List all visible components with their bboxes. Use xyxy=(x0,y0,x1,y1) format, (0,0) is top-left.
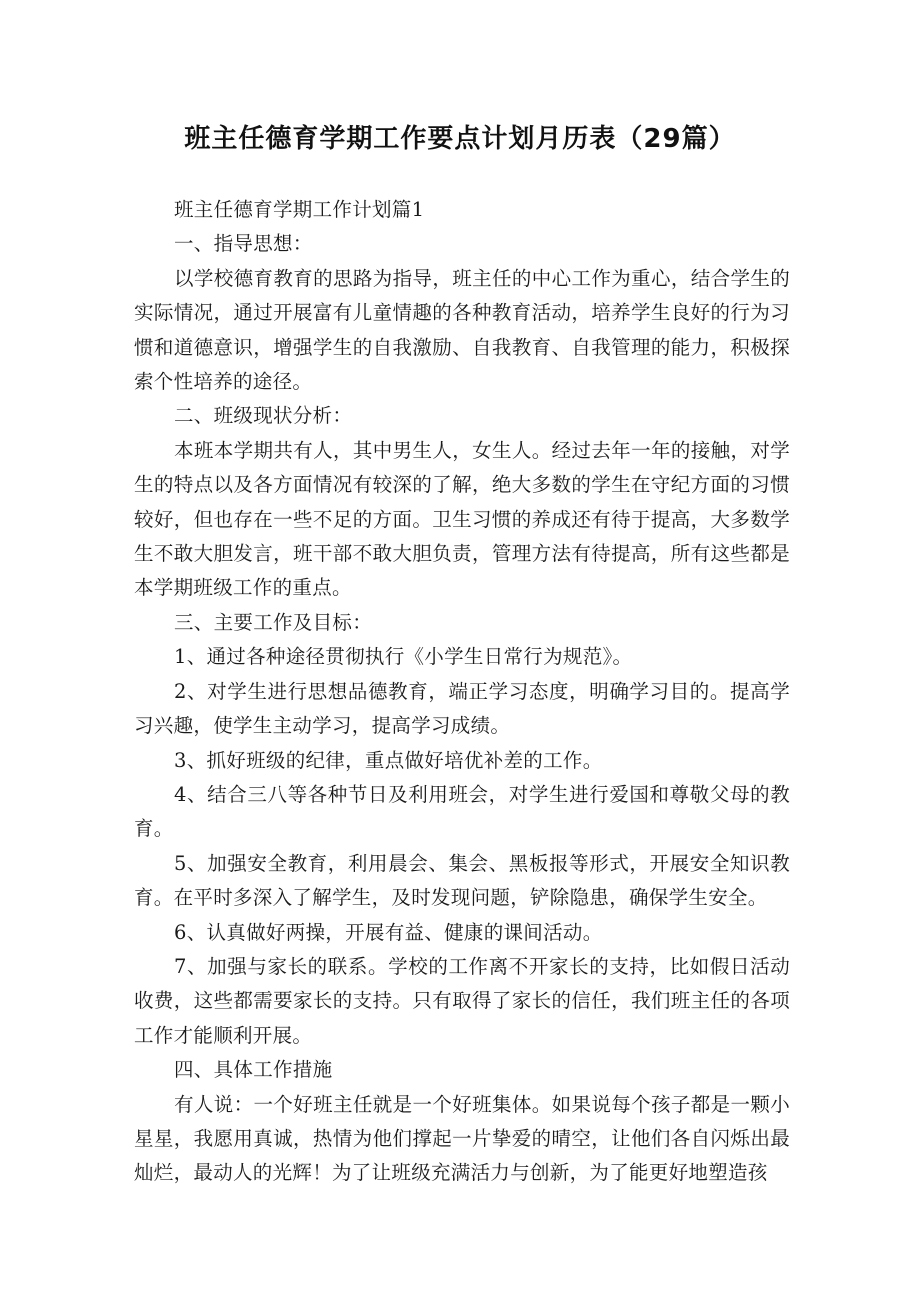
goal-item: 4、结合三八等各种节日及利用班会，对学生进行爱国和尊敬父母的教育。 xyxy=(134,782,790,841)
goal-item: 5、加强安全教育，利用晨会、集会、黑板报等形式，开展安全知识教育。在平时多深入了解学生，及时发现问题，铲除隐患，确保学生安全。 xyxy=(134,851,790,910)
goal-item: 6、认真做好两操，开展有益、健康的课间活动。 xyxy=(174,920,603,944)
subheading-class-analysis: 二、班级现状分析： xyxy=(174,404,353,428)
paragraph-guiding-ideology: 以学校德育教育的思路为指导，班主任的中心工作为重心，结合学生的实际情况，通过开展富有儿童情趣的各种教育活动，培养学生良好的行为习惯和道德意识，增强学生的自我激励、自我教育、自我管理的能力，积极探索个性培养的途径。 xyxy=(134,266,790,394)
paragraph-class-analysis: 本班本学期共有人，其中男生人，女生人。经过去年一年的接触，对学生的特点以及各方面情况有较深的了解，绝大多数的学生在守纪方面的习惯较好，但也存在一些不足的方面。卫生习惯的养成还有待于提高，大多数学生不敢大胆发言，班干部不敢大胆负责，管理方法有待提高，所有这些都是本学期班级工作的重点。 xyxy=(134,438,790,600)
subheading-guiding-ideology: 一、指导思想： xyxy=(174,232,313,256)
goal-item: 3、抓好班级的纪律，重点做好培优补差的工作。 xyxy=(174,748,603,772)
subheading-main-goals: 三、主要工作及目标： xyxy=(174,610,373,634)
subheading-measures: 四、具体工作措施 xyxy=(174,1058,333,1082)
goal-item: 1、通过各种途径贯彻执行《小学生日常行为规范》。 xyxy=(174,645,633,669)
goal-item: 7、加强与家长的联系。学校的工作离不开家长的支持，比如假日活动收费，这些都需要家长的支持。只有取得了家长的信任，我们班主任的各项工作才能顺利开展。 xyxy=(134,954,790,1047)
paragraph-measures: 有人说：一个好班主任就是一个好班集体。如果说每个孩子都是一颗小星星，我愿用真诚，热情为他们撑起一片挚爱的晴空，让他们各自闪烁出最灿烂，最动人的光辉！为了让班级充满活力与创新，为了能更好地塑造孩 xyxy=(134,1092,790,1185)
document-body xyxy=(134,193,790,1191)
section-heading: 班主任德育学期工作计划篇1 xyxy=(174,198,425,221)
document-title: 班主任德育学期工作要点计划月历表（29篇） xyxy=(184,124,736,154)
goal-item: 2、对学生进行思想品德教育，端正学习态度，明确学习目的。提高学习兴趣，使学生主动学习，提高学习成绩。 xyxy=(134,679,790,738)
